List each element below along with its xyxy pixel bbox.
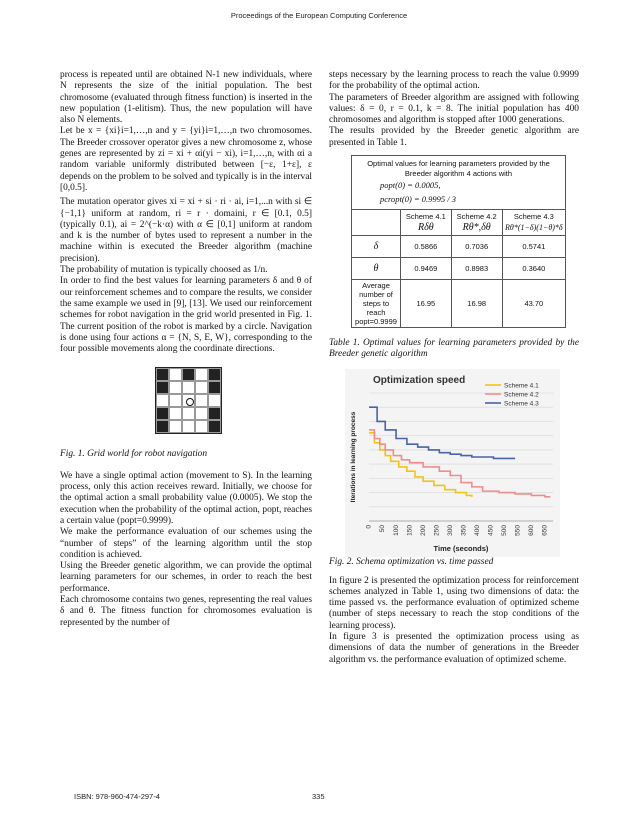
grid-cell (182, 407, 195, 420)
grid-wall-cell (156, 381, 169, 394)
table-cell: 0.8983 (451, 257, 502, 279)
table-corner (352, 210, 401, 236)
table-note-text: Optimal values for learning parameters provided by the Breeder algorithm 4 actions with (367, 159, 550, 178)
x-tick-label: 50 (379, 525, 387, 533)
x-tick-label: 150 (406, 525, 414, 537)
paragraph: The probability of mutation is typically choosed as 1/n. (60, 265, 268, 276)
x-axis-label: Time (seconds) (433, 544, 489, 554)
paragraph: Let be x = {xi}i=1,…,n and y = {yi}i=1,…,n two chromosomes. The Breeder crossover operator gives a new chromosome z, whose genes are represented by zi = xi + αi(yi − xi), i=1,…,n, with αi a random variable uniformly distributed between [−ε, 1+ε], ε depends on the problem to be solved and typically is in the interval [0,0.5]. (60, 126, 312, 193)
footer-page-number: 335 (312, 792, 325, 801)
chart-svg (345, 369, 560, 557)
table-cell: 0.9469 (401, 257, 452, 279)
figure-1-caption: Fig. 1. Grid world for robot navigation (60, 449, 208, 460)
left-column (60, 70, 312, 629)
x-tick-label: 350 (460, 525, 468, 537)
table-cell: 0.5741 (502, 235, 565, 257)
grid-wall-cell (156, 368, 169, 381)
grid-cell (195, 368, 208, 381)
x-tick-label: 200 (419, 525, 427, 537)
grid-cell (182, 381, 195, 394)
x-tick-label: 0 (365, 525, 373, 529)
grid-wall-cell (208, 420, 221, 433)
x-tick-label: 550 (514, 525, 522, 537)
paragraph: Using the Breeder genetic algorithm, we can provide the optimal learning parameters for our schemes, in order to reach the best performance. (60, 561, 312, 594)
legend-label: Scheme 4.2 (504, 391, 539, 399)
legend-label: Scheme 4.1 (504, 382, 539, 390)
paragraph: steps necessary by the learning process to reach the value 0.9999 for the probability of the optimal action. (329, 70, 579, 92)
paragraph: We make the performance evaluation of our schemes using the “number of steps” of the learning algorithm until the stop condition is achieved. (60, 527, 312, 560)
x-tick-label: 600 (528, 525, 536, 537)
grid-cell (169, 420, 182, 433)
paragraph: The parameters of Breeder algorithm are assigned with following values: δ = 0, r = 0.1, k = 8. The initial population has 400 chromosomes and algorithm is stopped after 1000 generations. (329, 92, 579, 126)
results-table (351, 155, 566, 328)
table-cell: 16.98 (451, 279, 502, 327)
grid-cell (169, 368, 182, 381)
grid-cell (195, 407, 208, 420)
table-equation-2: pcropt(0) = 0.9995 / 3 (380, 194, 457, 205)
grid-cell (182, 420, 195, 433)
grid-wall-cell (156, 420, 169, 433)
table-note (352, 156, 566, 210)
table-row (352, 235, 566, 257)
footer-isbn: ISBN: 978-960-474-297-4 (74, 792, 160, 801)
grid-cell (156, 394, 169, 407)
grid-wall-cell (208, 368, 221, 381)
row-label: θ (352, 257, 401, 279)
grid-cell (195, 420, 208, 433)
x-tick-label: 250 (433, 525, 441, 537)
table-1-caption: Table 1. Optimal values for learning parameters provided by the Breeder genetic algorithm (329, 337, 579, 359)
row-label: Average number of steps to reach popt=0.9999 (352, 279, 401, 327)
table-header-row (352, 210, 566, 236)
table-row (352, 257, 566, 279)
grid-cell (208, 394, 221, 407)
robot-marker (186, 398, 194, 406)
grid-cell (169, 394, 182, 407)
x-tick-label: 400 (473, 525, 481, 537)
paragraph: In figure 3 is presented the optimization process using as dimensions of data the number of generations in the Breeder algorithm vs. the performance evaluation of optimized scheme. (329, 632, 579, 665)
y-axis-label: Iterations in learning process (350, 411, 357, 503)
paragraph: In figure 2 is presented the optimization process for reinforcement schemes analyzed in Table 1, using two dimensions of data: the time passed vs. the performance evaluation of optimized scheme (number of steps necessary to reach the stop conditions of the learning process). (329, 575, 579, 631)
x-tick-label: 650 (541, 525, 549, 537)
scheme-header: Scheme 4.1 Rδθ (401, 210, 452, 236)
table-cell: 43.70 (502, 279, 565, 327)
x-tick-label: 300 (446, 525, 454, 537)
grid-wall-cell (182, 368, 195, 381)
paragraph: In order to find the best values for learning parameters δ and θ of our reinforcement schemes and to compare the results, we consider the same example we used in [9], [13]. We used our reinforcement schemes for robot navigation in the grid world presented in Fig. 1. The current position of the robot is marked by a circle. Navigation is done using four actions α = {N, S, E, W}, corresponding to the four possible movements along the coordinate directions. (60, 276, 312, 355)
table-row (352, 279, 566, 327)
table-cell: 0.7036 (451, 235, 502, 257)
grid-cell (169, 381, 182, 394)
x-tick-label: 450 (487, 525, 495, 537)
row-label: δ (352, 235, 401, 257)
x-tick-label: 100 (392, 525, 400, 537)
figure-2-caption: Fig. 2. Schema optimization vs. time passed (329, 557, 494, 568)
paragraph: Each chromosome contains two genes, representing the real values δ and θ. The fitness function for chromosomes evaluation is represented by the number of (60, 594, 312, 628)
paragraph: The mutation operator gives xi = xi + si · ri · ai, i=1,...n with si ∈ {−1,1} uniform at random, ri = r · domaini, r ∈ [0.1, 0.5] (typically 0.1), ai = 2^(−k·α) with α ∈ [0,1] uniform at random and k is the number of bytes used to represent a number in the machine within is executed the Breeder algorithm (machine precision). (60, 197, 312, 264)
table-equation-1: popt(0) = 0.0005, (380, 180, 441, 191)
table-cell: 16.95 (401, 279, 452, 327)
running-header: Proceedings of the European Computing Conference (230, 11, 408, 20)
legend-label: Scheme 4.3 (504, 400, 539, 408)
paragraph: We have a single optimal action (movement to S). In the learning process, only this action receives reward. Initially, we choose for the optimal action a small probability value (0.0005). We stop the execution when the probability of the optimal action, popt, reaches a certain value (popt=0.9999). (60, 470, 312, 526)
grid-cell (182, 394, 195, 407)
grid-wall-cell (208, 407, 221, 420)
grid-world-figure (60, 367, 312, 449)
scheme-header: Scheme 4.2 Rθ*,δθ (451, 210, 502, 236)
optimization-speed-chart (345, 369, 560, 557)
table-cell: 0.5866 (401, 235, 452, 257)
grid-wall-cell (208, 381, 221, 394)
grid-world (155, 367, 222, 434)
paragraph: The results provided by the Breeder genetic algorithm are presented in Table 1. (329, 126, 579, 148)
table-cell: 0.3640 (502, 257, 565, 279)
grid-cell (169, 407, 182, 420)
right-column (329, 70, 579, 666)
grid-cell (195, 381, 208, 394)
scheme-header: Scheme 4.3 Rθ*(1−δ)(1−θ)*δ (502, 210, 565, 236)
paragraph: process is repeated until are obtained N-1 new individuals, where N represents the size of the initial population. The best chromosome (evaluated through fitness function) is inserted in the new population (1-elitism). Thus, the new population will have also N elements. (60, 70, 312, 126)
grid-wall-cell (156, 407, 169, 420)
x-tick-label: 500 (501, 525, 509, 537)
chart-title: Optimization speed (373, 375, 466, 387)
grid-cell (195, 394, 208, 407)
